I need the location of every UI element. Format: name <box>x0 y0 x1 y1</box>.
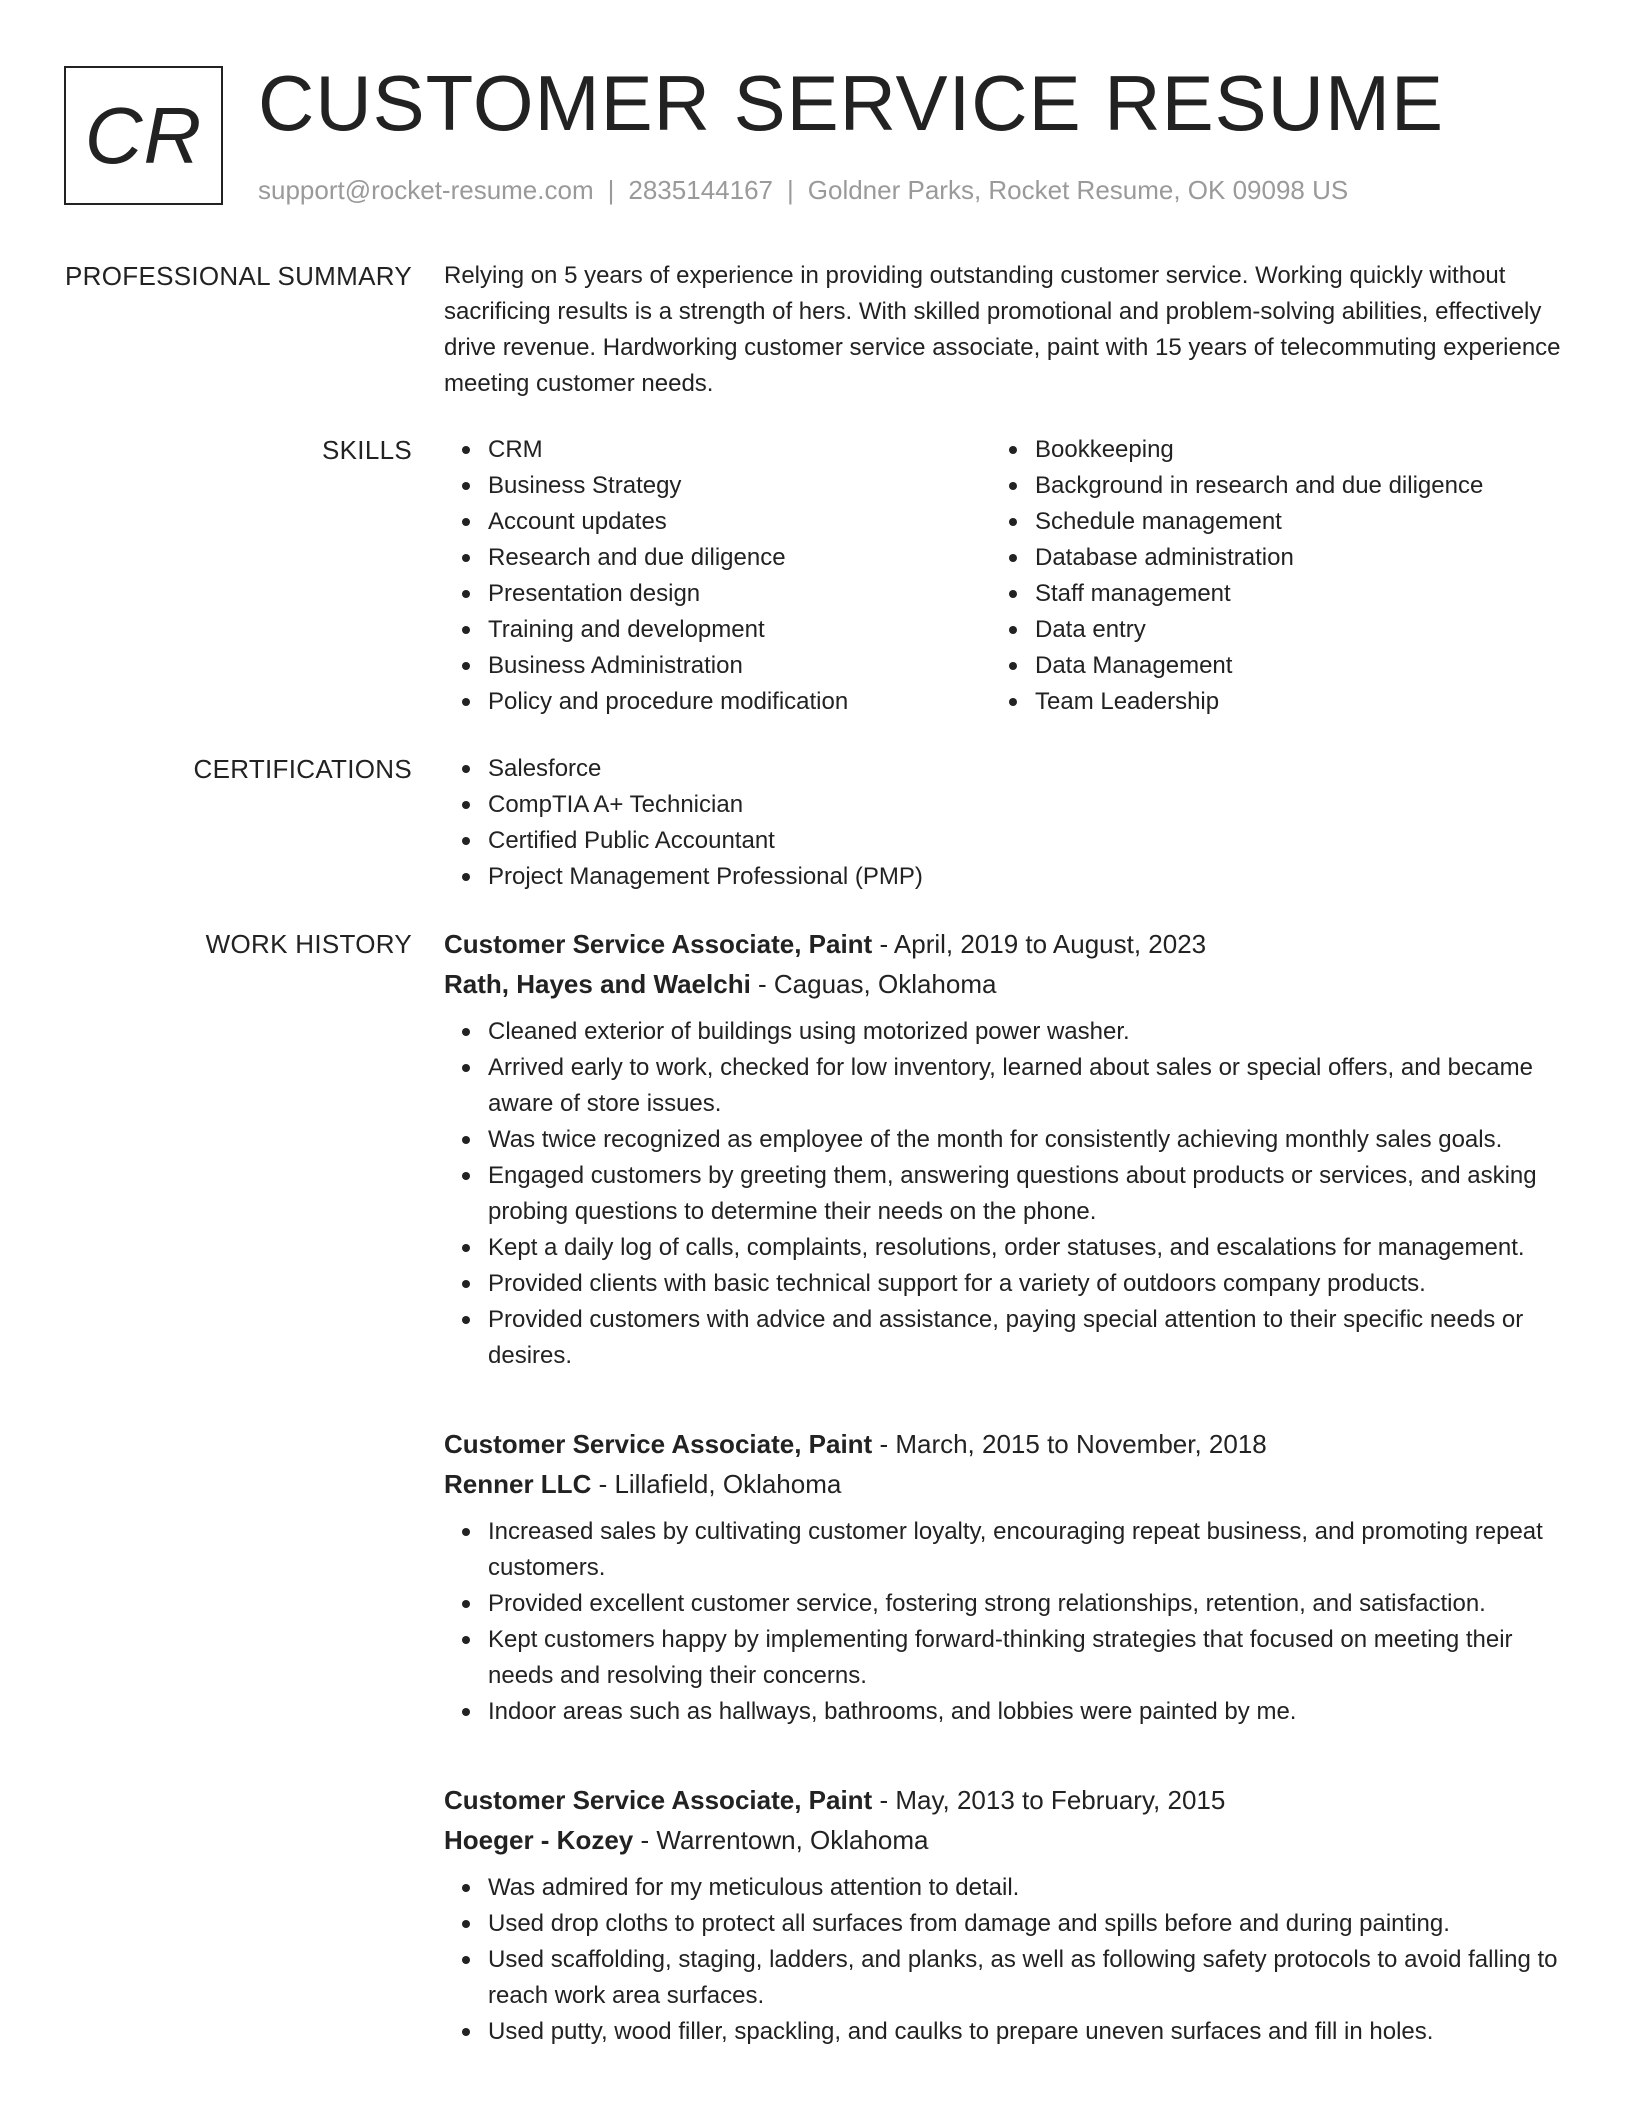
list-item: Was admired for my meticulous attention to detail. <box>488 1870 1564 1906</box>
monogram-logo: CR <box>64 66 223 205</box>
list-item: Data entry <box>1035 612 1538 648</box>
work-history-label: WORK HISTORY <box>205 929 412 959</box>
list-item: Increased sales by cultivating customer loyalty, encouraging repeat business, and promoting repeat customers. <box>488 1514 1564 1586</box>
job-title: Customer Service Associate, Paint <box>444 1785 873 1815</box>
job-dates: - March, 2015 to November, 2018 <box>872 1429 1267 1459</box>
list-item: Training and development <box>488 612 991 648</box>
job-dates: - April, 2019 to August, 2023 <box>872 929 1207 959</box>
summary-label: PROFESSIONAL SUMMARY <box>65 261 412 291</box>
list-item: Used scaffolding, staging, ladders, and planks, as well as following safety protocols to avoid falling to reach work area surfaces. <box>488 1942 1564 2014</box>
job-location: - Warrentown, Oklahoma <box>633 1825 929 1855</box>
list-item: Presentation design <box>488 576 991 612</box>
summary-body <box>444 258 1564 402</box>
list-item: Bookkeeping <box>1035 432 1538 468</box>
contact-line <box>258 174 1348 206</box>
list-item: Business Strategy <box>488 468 991 504</box>
contact-address: Goldner Parks, Rocket Resume, OK 09098 US <box>807 175 1349 205</box>
list-item: Project Management Professional (PMP) <box>488 859 1564 895</box>
list-item: Used drop cloths to protect all surfaces from damage and spills before and during painting. <box>488 1906 1564 1942</box>
list-item: CRM <box>488 432 991 468</box>
skills-label: SKILLS <box>322 435 412 465</box>
skills-body <box>444 432 1564 720</box>
job-duties-list <box>444 1870 1564 2050</box>
list-item: CompTIA A+ Technician <box>488 787 1564 823</box>
list-item: Arrived early to work, checked for low inventory, learned about sales or special offers, and became aware of store issues. <box>488 1050 1564 1122</box>
list-item: Provided customers with advice and assistance, paying special attention to their specific needs or desires. <box>488 1302 1564 1374</box>
list-item: Team Leadership <box>1035 684 1538 720</box>
job-entry <box>444 924 1564 1374</box>
job-entry <box>444 1780 1564 2050</box>
skills-column-right <box>991 432 1538 720</box>
list-item: Database administration <box>1035 540 1538 576</box>
contact-email: support@rocket-resume.com <box>258 175 594 205</box>
job-duties-list <box>444 1514 1564 1730</box>
certifications-label: CERTIFICATIONS <box>193 754 412 784</box>
job-company-line <box>444 964 1564 1004</box>
list-item: Salesforce <box>488 751 1564 787</box>
job-company: Rath, Hayes and Waelchi <box>444 969 751 999</box>
skills-column-left <box>444 432 991 720</box>
contact-separator: | <box>607 175 615 205</box>
job-company-line <box>444 1820 1564 1860</box>
list-item: Kept a daily log of calls, complaints, resolutions, order statuses, and escalations for management. <box>488 1230 1564 1266</box>
job-company: Renner LLC <box>444 1469 592 1499</box>
job-title-line <box>444 1424 1564 1464</box>
list-item: Policy and procedure modification <box>488 684 991 720</box>
list-item: Engaged customers by greeting them, answering questions about products or services, and asking probing questions to determine their needs on the phone. <box>488 1158 1564 1230</box>
list-item: Staff management <box>1035 576 1538 612</box>
list-item: Was twice recognized as employee of the month for consistently achieving monthly sales goals. <box>488 1122 1564 1158</box>
job-title-line <box>444 924 1564 964</box>
contact-separator: | <box>787 175 794 205</box>
job-location: - Caguas, Oklahoma <box>750 969 997 999</box>
job-title-line <box>444 1780 1564 1820</box>
list-item: Certified Public Accountant <box>488 823 1564 859</box>
list-item: Cleaned exterior of buildings using motorized power washer. <box>488 1014 1564 1050</box>
job-title: Customer Service Associate, Paint <box>444 1429 873 1459</box>
list-item: Background in research and due diligence <box>1035 468 1538 504</box>
list-item: Schedule management <box>1035 504 1538 540</box>
certifications-body <box>444 751 1564 895</box>
list-item: Kept customers happy by implementing forward-thinking strategies that focused on meeting their needs and resolving their concerns. <box>488 1622 1564 1694</box>
list-item: Account updates <box>488 504 991 540</box>
job-title: Customer Service Associate, Paint <box>444 929 873 959</box>
job-dates: - May, 2013 to February, 2015 <box>872 1785 1226 1815</box>
summary-text: Relying on 5 years of experience in providing outstanding customer service. Working quickly without sacrificing results is a strength of hers. With skilled promotional and problem-solving abilities, effectively drive revenue. Hardworking customer service associate, paint with 15 years of telecommuting experience meeting customer needs. <box>444 262 1561 397</box>
list-item: Research and due diligence <box>488 540 991 576</box>
contact-phone: 2835144167 <box>628 175 773 205</box>
list-item: Data Management <box>1035 648 1538 684</box>
list-item: Provided clients with basic technical support for a variety of outdoors company products. <box>488 1266 1564 1302</box>
job-company: Hoeger - Kozey <box>444 1825 634 1855</box>
work-history-body <box>444 924 1564 2050</box>
job-company-line <box>444 1464 1564 1504</box>
job-location: - Lillafield, Oklahoma <box>591 1469 842 1499</box>
list-item: Business Administration <box>488 648 991 684</box>
job-entry <box>444 1424 1564 1730</box>
list-item: Indoor areas such as hallways, bathrooms, and lobbies were painted by me. <box>488 1694 1564 1730</box>
list-item: Used putty, wood filler, spackling, and caulks to prepare uneven surfaces and fill in holes. <box>488 2014 1564 2050</box>
job-duties-list <box>444 1014 1564 1374</box>
page-title: CUSTOMER SERVICE RESUME <box>258 59 1444 147</box>
list-item: Provided excellent customer service, fostering strong relationships, retention, and satisfaction. <box>488 1586 1564 1622</box>
